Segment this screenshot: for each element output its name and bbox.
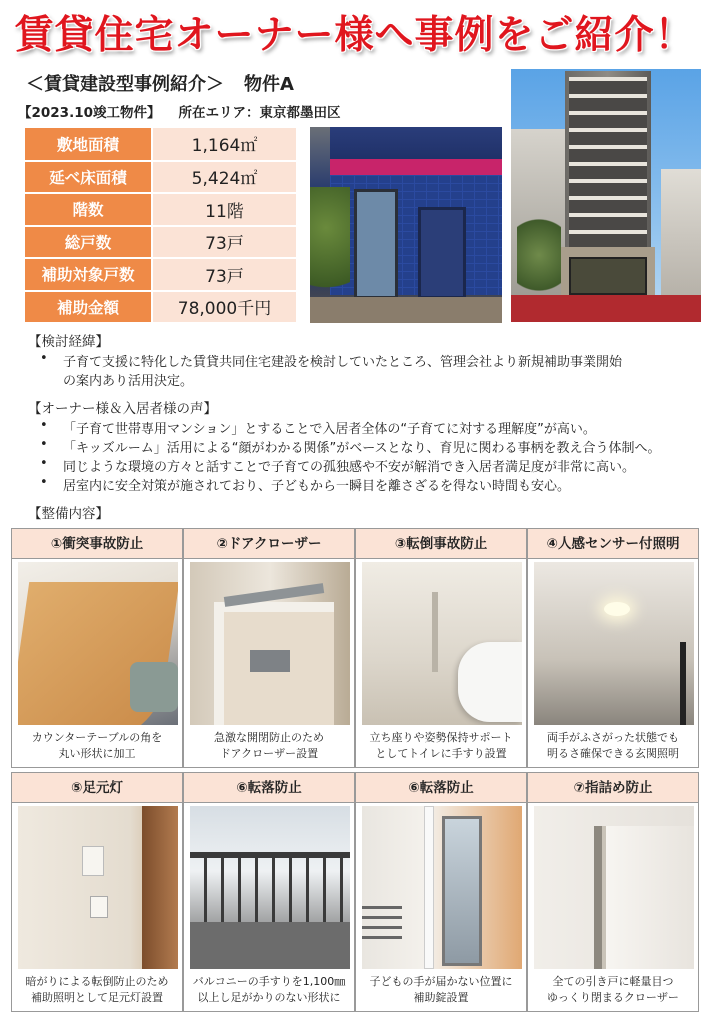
- completion-label: 【2023.10竣工物件】: [18, 105, 161, 121]
- door-closer-photo: [190, 562, 350, 725]
- feature-caption: [528, 730, 698, 762]
- feature-title: ③転倒事故防止: [356, 529, 526, 559]
- caption-line: ゆっくり閉まるクローザー: [547, 991, 679, 1004]
- completion-info: [18, 101, 341, 121]
- toilet-handrail-photo: [362, 562, 522, 725]
- case-category: ＜賃貸建設型事例紹介＞: [26, 74, 224, 95]
- feature-title: ①衝突事故防止: [12, 529, 182, 559]
- wood-door: [142, 806, 178, 969]
- feature-card: [183, 772, 355, 1012]
- feature-caption: [12, 974, 182, 1006]
- sliding-door-photo: [534, 806, 694, 969]
- chair: [130, 662, 178, 712]
- features-heading: 【整備内容】: [28, 506, 109, 522]
- balcony-floor: [190, 922, 350, 969]
- caption-line: 明るさ確保できる玄関照明: [547, 747, 679, 760]
- caption-line: 丸い形状に加工: [58, 747, 136, 760]
- foot-light: [90, 896, 108, 918]
- door-gap: [594, 826, 602, 969]
- voice-item: • 「キッズルーム」活用による“顔がわかる関係”がベースとなり、育児に関わる事柄を教え合う体制へ。: [63, 437, 661, 456]
- wall-switch: [82, 846, 104, 876]
- spec-row: [25, 291, 296, 324]
- spec-key: 敷地面積: [25, 128, 152, 161]
- red-pavement: [511, 295, 701, 322]
- caption-line: 補助錠設置: [413, 991, 469, 1004]
- location-area: 所在エリア：東京都墨田区: [178, 105, 341, 121]
- sliding-door: [602, 826, 694, 969]
- feature-card: [183, 528, 355, 768]
- spec-key: 延べ床面積: [25, 161, 152, 194]
- background-text-line2: の案内あり活用決定。: [63, 374, 194, 389]
- feature-card: [355, 528, 527, 768]
- entrance-door: [418, 207, 466, 299]
- spec-value: 1,164㎡: [152, 128, 296, 161]
- spec-row: [25, 161, 296, 194]
- voice-item: • 「子育て世帯専用マンション」とすることで入居者全体の“子育てに対する理解度”が高い。: [63, 418, 596, 437]
- feature-caption: [356, 974, 526, 1006]
- entrance-awning-trim: [330, 159, 502, 175]
- caption-line: としてトイレに手すり設置: [375, 747, 507, 760]
- caption-line: ドアクローザー設置: [219, 747, 319, 760]
- foot-light-photo: [18, 806, 178, 969]
- caption-line: 以上し足がかりのない形状に: [197, 991, 341, 1004]
- counter-table-photo: [18, 562, 178, 725]
- hanger-pole: [680, 642, 686, 725]
- closer-body: [250, 650, 290, 672]
- spec-value: 78,000千円: [152, 291, 296, 324]
- handrail: [432, 592, 438, 672]
- spec-key: 総戸数: [25, 226, 152, 259]
- spec-value: 73戸: [152, 258, 296, 291]
- voice-item: • 同じような環境の方々と話すことで子育ての孤独感や不安が解消でき入居者満足度が非常に高い。: [63, 456, 635, 475]
- feature-caption: [528, 974, 698, 1006]
- caption-line: 急激な開閉防止のため: [214, 731, 324, 744]
- wall-pipe: [424, 806, 434, 969]
- entrance-floor: [310, 297, 502, 323]
- feature-caption: [184, 974, 354, 1006]
- spec-value: 5,424㎡: [152, 161, 296, 194]
- spec-key: 補助金額: [25, 291, 152, 324]
- spec-row: [25, 258, 296, 291]
- voices-heading: 【オーナー様＆入居者様の声】: [28, 401, 217, 417]
- caption-line: 立ち座りや姿勢保持サポート: [369, 731, 513, 744]
- feature-title: ⑥転落防止: [356, 773, 526, 803]
- entrance-photo: [310, 127, 502, 323]
- feature-caption: [356, 730, 526, 762]
- feature-title: ⑥転落防止: [184, 773, 354, 803]
- caption-line: 子どもの手が届かない位置に: [369, 975, 513, 988]
- toilet: [458, 642, 522, 722]
- tower-balconies: [569, 77, 647, 247]
- banner-title: 賃貸住宅オーナー様へ事例をご紹介！: [14, 13, 695, 58]
- feature-title: ②ドアクローザー: [184, 529, 354, 559]
- page-banner: [0, 0, 709, 64]
- background-heading: 【検討経緯】: [28, 334, 109, 350]
- feature-caption: [184, 730, 354, 762]
- caption-line: バルコニーの手すりを1,100㎜: [192, 975, 346, 988]
- caption-line: 両手がふさがった状態でも: [547, 731, 679, 744]
- feature-card: [11, 772, 183, 1012]
- feature-card: [527, 528, 699, 768]
- feature-caption: [12, 730, 182, 762]
- spec-row: [25, 193, 296, 226]
- auxiliary-lock-photo: [362, 806, 522, 969]
- spec-key: 階数: [25, 193, 152, 226]
- balcony-railing-photo: [190, 806, 350, 969]
- case-subtitle: [26, 70, 294, 96]
- feature-card: [527, 772, 699, 1012]
- ground-floor-shop: [569, 257, 647, 295]
- building-exterior-photo: [511, 69, 701, 322]
- voice-item: • 居室内に安全対策が施されており、子どもから一瞬目を離さざるを得ない時間も安心。: [63, 475, 570, 494]
- caption-line: カウンターテーブルの角を: [31, 731, 163, 744]
- spec-row: [25, 128, 296, 161]
- balcony-railing: [190, 852, 350, 922]
- spec-value: 11階: [152, 193, 296, 226]
- caption-line: 補助照明として足元灯設置: [31, 991, 163, 1004]
- feature-title: ④人感センサー付照明: [528, 529, 698, 559]
- spec-key: 補助対象戸数: [25, 258, 152, 291]
- neighbor-building-right: [661, 169, 701, 309]
- entrance-window: [354, 189, 398, 299]
- feature-title: ⑦指詰め防止: [528, 773, 698, 803]
- spec-table: [25, 128, 296, 324]
- balcony-window: [442, 816, 482, 966]
- feature-title: ⑤足元灯: [12, 773, 182, 803]
- caption-line: 全ての引き戸に軽量目つ: [552, 975, 674, 988]
- outside-railing: [362, 906, 402, 946]
- spec-row: [25, 226, 296, 259]
- property-name: 物件A: [244, 74, 294, 95]
- feature-card: [355, 772, 527, 1012]
- sensor-light-photo: [534, 562, 694, 725]
- ceiling-light: [604, 602, 630, 616]
- caption-line: 暗がりによる転倒防止のため: [25, 975, 169, 988]
- feature-card: [11, 528, 183, 768]
- spec-value: 73戸: [152, 226, 296, 259]
- background-text-line1: • 子育て支援に特化した賃貸共同住宅建設を検討していたところ、管理会社より新規補助事業開始: [63, 351, 622, 370]
